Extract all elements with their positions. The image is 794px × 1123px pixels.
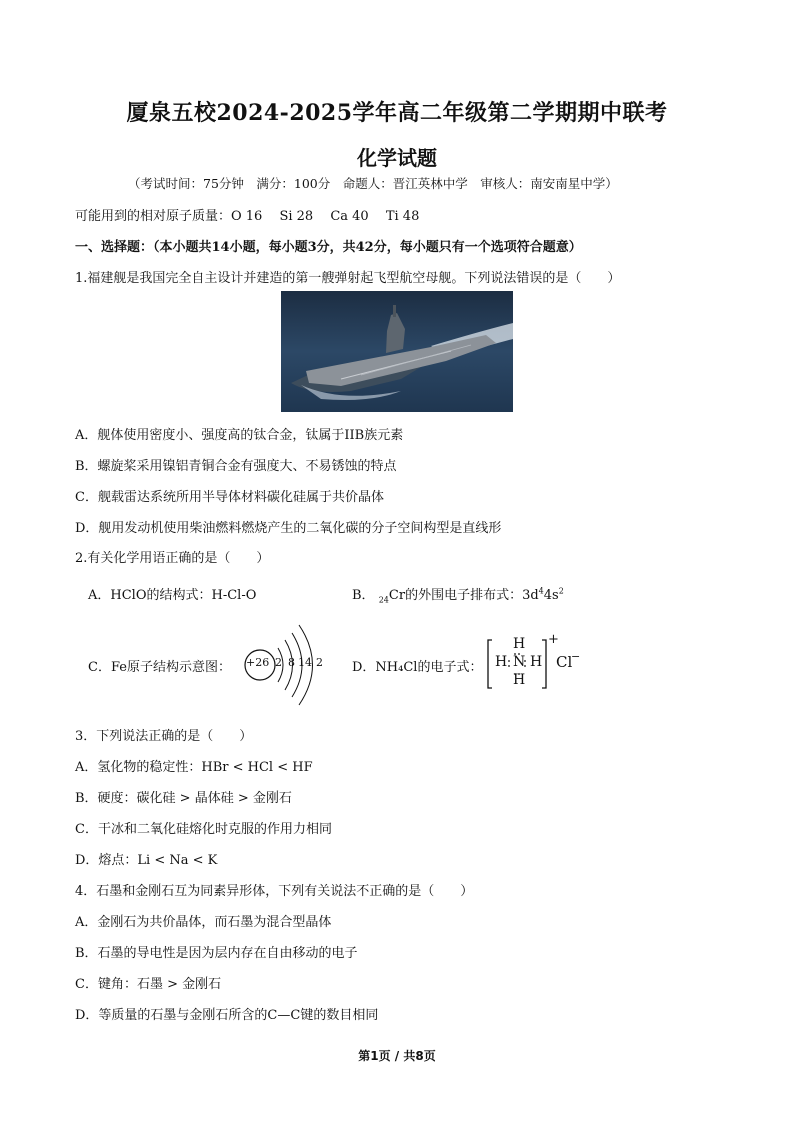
aircraft-carrier-illustration	[281, 291, 513, 412]
fe-nucleus-charge: +26	[246, 656, 270, 669]
q2-option-b	[352, 584, 564, 605]
q1-stem: 1.福建舰是我国完全自主设计并建造的第一艘弹射起飞型航空母舰。下列说法错误的是（ ）	[75, 271, 621, 286]
fe-shell-4: 2	[316, 656, 323, 669]
cl-minus: −	[571, 650, 581, 663]
q2-option-a: A．HClO的结构式：H-Cl-O	[88, 588, 257, 603]
q2-b-element: Cr	[388, 588, 406, 603]
q2-b-sup1: 4	[538, 586, 544, 596]
exam-info: （考试时间：75分钟 满分：100分 命题人：晋江英林中学 审核人：南安南星中学）	[128, 176, 618, 191]
q2-b-text: 的外围电子排布式：3d	[405, 588, 539, 603]
fe-shell-3: 14	[298, 656, 312, 669]
q2-b-sup2: 2	[558, 586, 564, 596]
nh4-h-left: H	[495, 654, 508, 670]
q4-stem: 4．石墨和金刚石互为同素异形体，下列有关说法不正确的是（ ）	[75, 884, 474, 899]
q3-option-a: A．氢化物的稳定性：HBr < HCl < HF	[75, 760, 313, 775]
nh4-h-right: H	[530, 654, 543, 670]
q3-stem: 3．下列说法正确的是（ ）	[75, 729, 253, 744]
exam-subtitle: 化学试题	[357, 146, 437, 170]
q4-option-c: C．键角：石墨 > 金刚石	[75, 977, 222, 992]
q1-option-c: C．舰载雷达系统所用半导体材料碳化硅属于共价晶体	[75, 490, 384, 505]
fe-shell-1: 2	[275, 656, 282, 669]
atomic-masses: 可能用到的相对原子质量：O 16 Si 28 Ca 40 Ti 48	[75, 209, 420, 224]
cl-symbol: Cl	[556, 653, 573, 671]
q2-stem: 2.有关化学用语正确的是（ ）	[75, 551, 270, 566]
nh4-h-top: H	[513, 636, 526, 652]
section-heading: 一、选择题：（本小题共14小题，每小题3分，共42分，每小题只有一个选项符合题意）	[75, 240, 582, 255]
q4-option-b: B．石墨的导电性是因为层内存在自由移动的电子	[75, 946, 358, 961]
fe-shell-2: 8	[288, 656, 295, 669]
page-number: 第1页 / 共8页	[358, 1049, 436, 1063]
q4-option-d: D．等质量的石墨与金刚石所含的C—C键的数目相同	[75, 1008, 379, 1023]
aircraft-carrier-image	[281, 291, 513, 412]
q3-option-d: D．熔点：Li < Na < K	[75, 853, 218, 868]
q2-b-prefix: B．	[352, 588, 375, 603]
q3-option-c: C．干冰和二氧化硅熔化时克服的作用力相同	[75, 822, 332, 837]
q2-option-c: C．Fe原子结构示意图：	[88, 660, 231, 675]
q1-option-d: D．舰用发动机使用柴油燃料燃烧产生的二氧化碳的分子空间构型是直线形	[75, 521, 502, 536]
q2-b-atomic-number: 24	[378, 595, 389, 605]
q1-option-a: A．舰体使用密度小、强度高的钛合金，钛属于IIB族元素	[75, 428, 404, 443]
nh4-n: N	[513, 654, 526, 670]
nh4-h-bottom: H	[513, 672, 526, 688]
q2-b-mid: 4s	[543, 588, 559, 603]
q3-option-b: B．硬度：碳化硅 > 晶体硅 > 金刚石	[75, 791, 292, 806]
q2-option-d: D．NH₄Cl的电子式：	[352, 660, 483, 675]
q4-option-a: A．金刚石为共价晶体，而石墨为混合型晶体	[75, 915, 332, 930]
nh4-plus: +	[548, 632, 559, 647]
q1-option-b: B．螺旋桨采用镍铝青铜合金有强度大、不易锈蚀的特点	[75, 459, 397, 474]
exam-title: 厦泉五校2024-2025学年高二年级第二学期期中联考	[126, 100, 668, 126]
